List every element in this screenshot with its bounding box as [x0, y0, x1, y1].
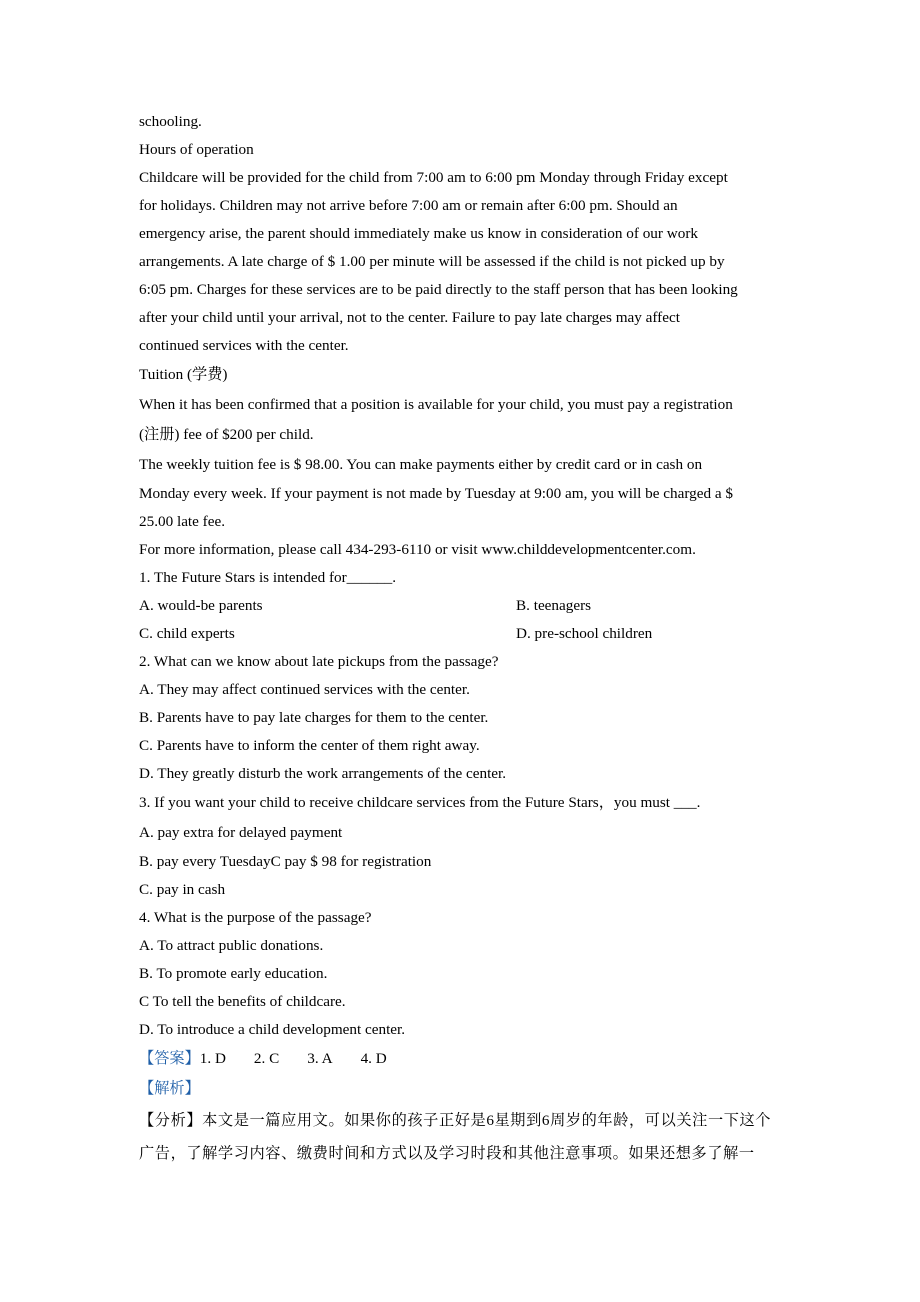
question-stem: 4. What is the purpose of the passage?: [139, 909, 372, 926]
question-2: [139, 648, 784, 788]
answer-item: 3. A: [307, 1050, 333, 1067]
hours-line: for holidays. Children may not arrive before 7:00 am or remain after 6:00 pm. Should an: [139, 197, 678, 214]
question-3: [139, 788, 784, 904]
option-c: C. child experts: [139, 625, 235, 642]
question-stem: 1. The Future Stars is intended for______.: [139, 569, 397, 586]
analysis-text: 【分析】本文是一篇应用文。如果你的孩子正好是6星期到6周岁的年龄，可以关注一下这个广告，了解学习内容、缴费时间和方式以及学习时段和其他注意事项。如果还想多了解一: [139, 1112, 772, 1162]
question-4: [139, 904, 784, 1044]
hours-heading: Hours of operation: [139, 141, 254, 158]
hours-line: arrangements. A late charge of $ 1.00 per minute will be assessed if the child is not picked up by: [139, 253, 725, 270]
hours-line: emergency arise, the parent should immediately make us know in consideration of our work: [139, 225, 698, 242]
tuition-line: (注册) fee of $200 per child.: [139, 426, 314, 443]
option-a: A. They may affect continued services with the center.: [139, 681, 470, 698]
option-b: B. teenagers: [516, 597, 592, 614]
fee-line: The weekly tuition fee is $ 98.00. You can make payments either by credit card or in cash on: [139, 456, 703, 473]
tuition-heading: Tuition (学费): [139, 366, 228, 383]
contact-line: For more information, please call 434-293-6110 or visit www.childdevelopmentcenter.com.: [139, 541, 696, 558]
option-c: C. pay in cash: [139, 881, 226, 898]
option-a: A. would-be parents: [139, 597, 263, 614]
answer-row: [139, 1044, 784, 1074]
fee-line: Monday every week. If your payment is not made by Tuesday at 9:00 am, you will be charged a $: [139, 485, 734, 502]
option-c: C To tell the benefits of childcare.: [139, 993, 346, 1010]
option-c: C. Parents have to inform the center of them right away.: [139, 737, 480, 754]
answer-item: 4. D: [360, 1050, 387, 1067]
option-row: [139, 620, 784, 648]
answer-label: 【答案】: [139, 1050, 200, 1067]
hours-line: after your child until your arrival, not to the center. Failure to pay late charges may affect: [139, 309, 680, 326]
option-d: D. To introduce a child development center.: [139, 1021, 406, 1038]
option-b: B. Parents have to pay late charges for them to the center.: [139, 709, 489, 726]
hours-paragraph: [139, 164, 784, 360]
hours-line: continued services with the center.: [139, 337, 349, 354]
option-d: D. They greatly disturb the work arrangements of the center.: [139, 765, 507, 782]
analysis-heading: [139, 1074, 784, 1104]
question-stem: 3. If you want your child to receive childcare services from the Future Stars，you must ___.: [139, 794, 701, 811]
option-b: B. To promote early education.: [139, 965, 328, 982]
intro-tail: schooling.: [139, 113, 202, 130]
option-d: D. pre-school children: [516, 625, 653, 642]
tuition-paragraph: [139, 390, 784, 450]
option-row: [139, 592, 784, 620]
hours-line: Childcare will be provided for the child from 7:00 am to 6:00 pm Monday through Friday except: [139, 169, 728, 186]
fee-paragraph: [139, 450, 784, 536]
option-a: A. pay extra for delayed payment: [139, 824, 343, 841]
answer-item: 2. C: [253, 1050, 280, 1067]
hours-line: 6:05 pm. Charges for these services are to be paid directly to the staff person that has been looking: [139, 281, 738, 298]
analysis-label: 【解析】: [139, 1080, 200, 1097]
document-page: [139, 108, 784, 1170]
question-1: [139, 564, 784, 648]
tuition-line: When it has been confirmed that a position is available for your child, you must pay a registration: [139, 396, 733, 413]
option-b: B. pay every TuesdayC pay $ 98 for registration: [139, 853, 432, 870]
question-stem: 2. What can we know about late pickups from the passage?: [139, 653, 499, 670]
fee-line: 25.00 late fee.: [139, 513, 226, 530]
answer-item: 1. D: [199, 1050, 226, 1067]
option-a: A. To attract public donations.: [139, 937, 324, 954]
